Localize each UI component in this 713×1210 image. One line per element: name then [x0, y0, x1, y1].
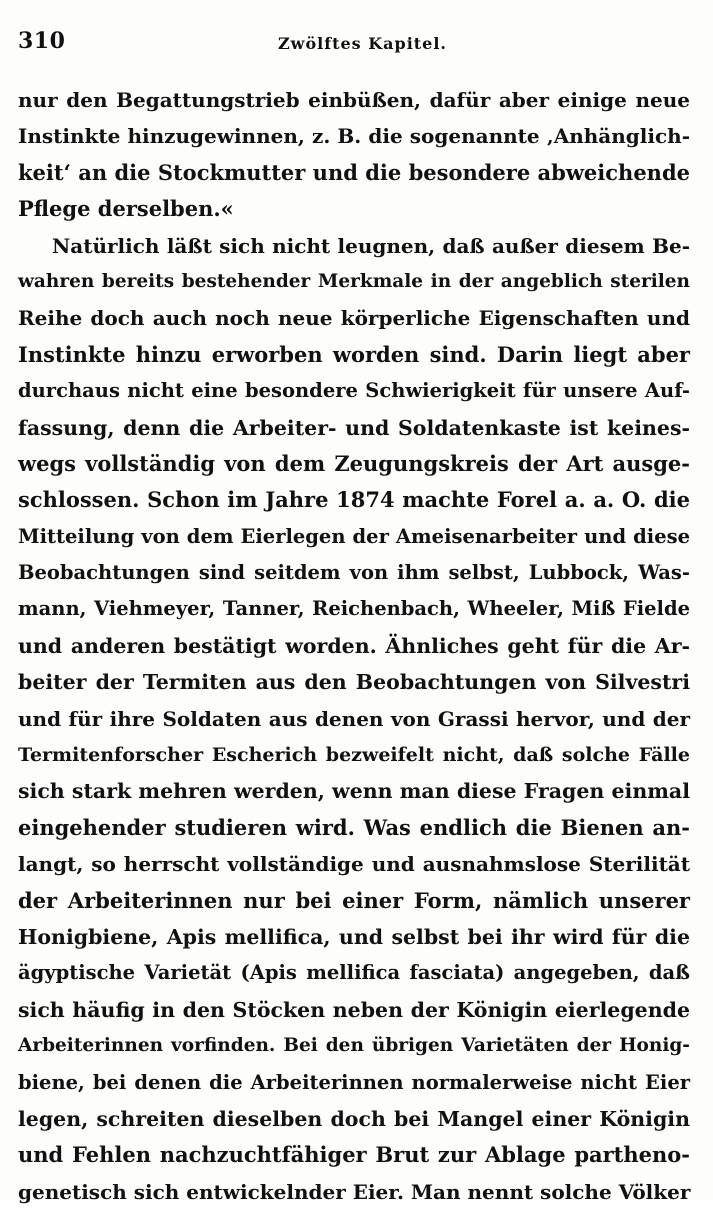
text-line: schlossen. Schon im Jahre 1874 machte Forel a. a. O. die — [18, 487, 690, 513]
text-line: Honigbiene, Apis mellifica, und selbst bei ihr wird für die — [18, 924, 690, 949]
text-line: sich häufig in den Stöcken neben der Königin eierlegende — [18, 997, 690, 1022]
text-line: nur den Begattungstrieb einbüßen, dafür aber einige neue — [18, 88, 690, 112]
text-line: mann, Viehmeyer, Tanner, Reichenbach, Wheeler, Miß Fielde — [18, 597, 690, 621]
running-head: Zwölftes Kapitel. — [278, 34, 447, 53]
text-line: biene, bei denen die Arbeiterinnen normalerweise nicht Eier — [18, 1070, 690, 1094]
text-line: fassung, denn die Arbeiter- und Soldatenkaste ist keines- — [18, 415, 690, 440]
text-line: und anderen bestätigt worden. Ähnliches geht für die Ar- — [18, 633, 690, 658]
page-number: 310 — [18, 28, 66, 54]
body-text — [18, 82, 690, 1210]
text-line: Arbeiterinnen vorfinden. Bei den übrigen Varietäten der Honig- — [18, 1035, 690, 1057]
text-line: eingehender studieren wird. Was endlich die Bienen an- — [18, 814, 690, 840]
text-line: Mitteilung von dem Eierlegen der Ameisenarbeiter und diese — [18, 524, 690, 548]
text-line: Termitenforscher Escherich bezweifelt nicht, daß solche Fälle — [18, 744, 690, 767]
page-header — [18, 28, 694, 64]
text-line: wahren bereits bestehender Merkmale in der angeblich sterilen — [18, 270, 690, 292]
text-line: langt, so herrscht vollständige und ausnahmslose Sterilität — [18, 852, 690, 877]
paragraph-start-line: Natürlich läßt sich nicht leugnen, daß außer diesem Be- — [52, 233, 690, 258]
text-line: Pflege derselben.« — [18, 196, 234, 222]
text-line: und Fehlen nachzuchtfähiger Brut zur Ablage partheno- — [18, 1142, 690, 1168]
text-line: wegs vollständig von dem Zeugungskreis der Art ausge- — [18, 450, 690, 476]
text-line: Beobachtungen sind seitdem von ihm selbst, Lubbock, Was- — [18, 561, 690, 585]
text-line: Instinkte hinzu erworben worden sind. Darin liegt aber — [18, 341, 690, 367]
text-line: beiter der Termiten aus den Beobachtungen von Silvestri — [18, 670, 690, 695]
text-line: Instinkte hinzugewinnen, z. B. die sogenannte ‚Anhänglich- — [18, 124, 690, 149]
text-line: genetisch sich entwickelnder Eier. Man nennt solche Völker — [18, 1179, 691, 1204]
text-line: und für ihre Soldaten aus denen von Grassi hervor, und der — [18, 706, 690, 731]
text-line: legen, schreiten dieselben doch bei Mangel einer Königin — [18, 1106, 690, 1131]
text-line: sich stark mehren werden, wenn man diese Fragen einmal — [18, 779, 690, 804]
text-line: ägyptische Varietät (Apis mellifica fasciata) angegeben, daß — [18, 961, 690, 985]
text-line: Reihe doch auch noch neue körperliche Eigenschaften und — [18, 306, 690, 331]
text-line: durchaus nicht eine besondere Schwierigkeit für unsere Auf- — [18, 379, 690, 403]
text-line: der Arbeiterinnen nur bei einer Form, nämlich unserer — [18, 887, 690, 913]
text-line: keit‘ an die Stockmutter und die besondere abweichende — [18, 159, 690, 185]
